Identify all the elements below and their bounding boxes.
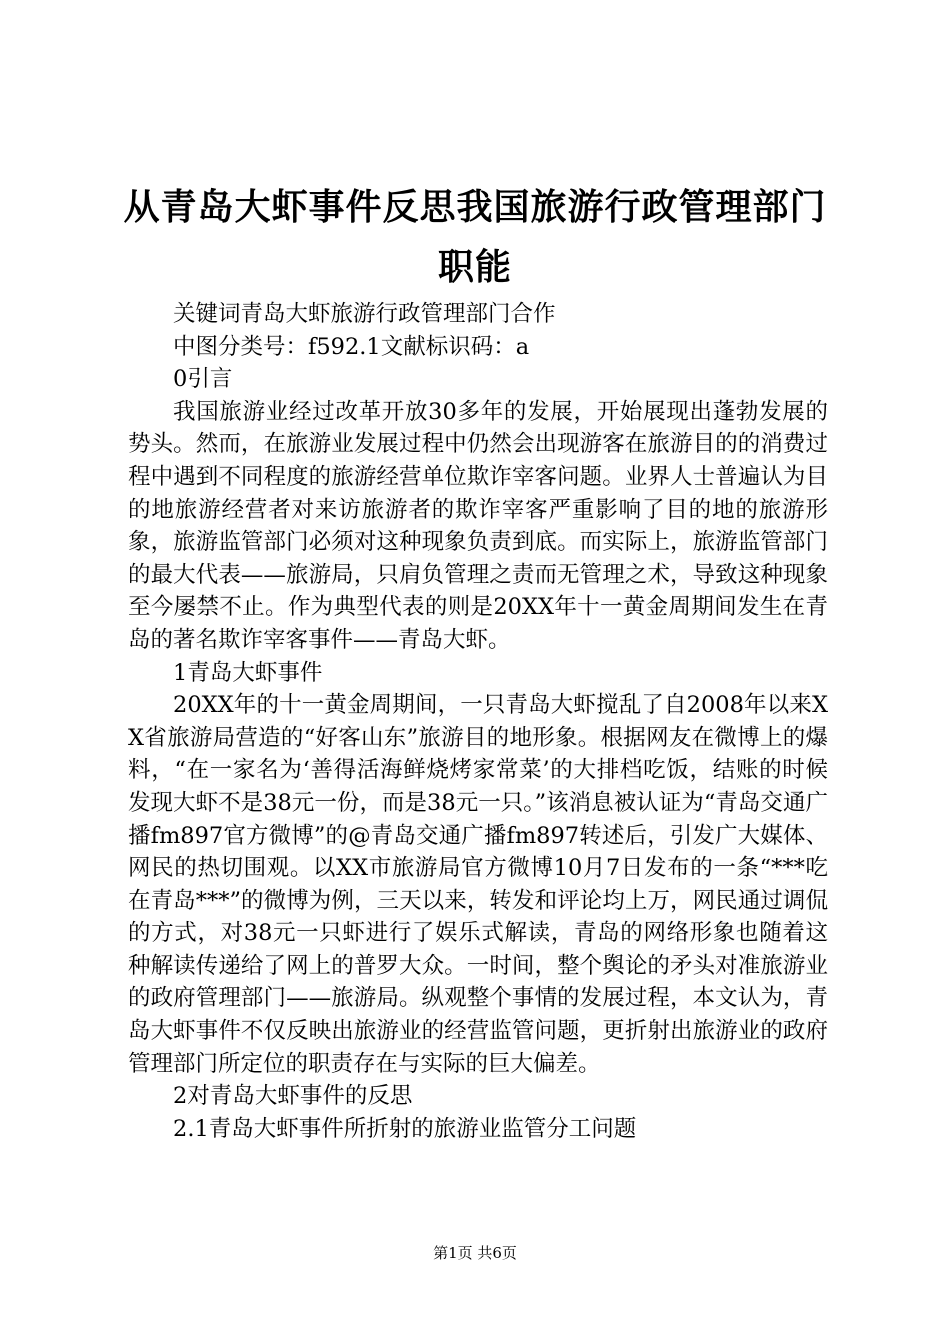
subsection-heading-supervision: 2.1青岛大虾事件所折射的旅游业监管分工问题 — [173, 1115, 637, 1142]
introduction-paragraph: 我国旅游业经过改革开放30多年的发展，开始展现出蓬勃发展的势头。然而，在旅游业发展过程中仍然会出现游客在旅游目的的消费过程中遇到不同程度的旅游经营单位欺诈宰客问题。业界人士普遍认为目的地旅游经营者对来访旅游者的欺诈宰客严重影响了目的地的旅游形象，旅游监管部门必须对这种现象负责到底。而实际上，旅游监管部门的最大代表——旅游局，只肩负管理之责而无管理之术，导致这种现象至今屡禁不止。作为典型代表的则是20XX年十一黄金周期间发生在青岛的著名欺诈宰客事件——青岛大虾。 — [128, 398, 828, 653]
document-title: 从青岛大虾事件反思我国旅游行政管理部门职能 — [123, 187, 827, 288]
document-body — [128, 298, 828, 1145]
section-heading-reflection: 2对青岛大虾事件的反思 — [173, 1083, 413, 1110]
section-heading-event: 1青岛大虾事件 — [173, 659, 323, 686]
page-footer: 第1页 共6页 — [433, 1244, 517, 1262]
section-heading-introduction: 0引言 — [173, 366, 233, 393]
keywords-line: 关键词青岛大虾旅游行政管理部门合作 — [173, 301, 556, 327]
classification-line: 中图分类号：f592.1文献标识码：a — [173, 333, 530, 360]
event-paragraph: 20XX年的十一黄金周期间，一只青岛大虾搅乱了自2008年以来XX省旅游局营造的“好客山东”旅游目的地形象。根据网友在微博上的爆料，“在一家名为‘善得活海鲜烧烤家常菜’的大排档吃饭，结账的时候发现大虾不是38元一份，而是38元一只。”该消息被认证为“青岛交通广播fm897官方微博”的@青岛交通广播fm897转述后，引发广大媒体、网民的热切围观。以XX市旅游局官方微博10月7日发布的一条“***吃在青岛***”的微博为例，三天以来，转发和评论均上万，网民通过调侃的方式，对38元一只虾进行了娱乐式解读，青岛的网络形象也随着这种解读传递给了网上的普罗大众。一时间，整个舆论的矛头对准旅游业的政府管理部门——旅游局。纵观整个事情的发展过程，本文认为，青岛大虾事件不仅反映出旅游业的经营监管问题，更折射出旅游业的政府管理部门所定位的职责存在与实际的巨大偏差。 — [128, 692, 828, 1077]
